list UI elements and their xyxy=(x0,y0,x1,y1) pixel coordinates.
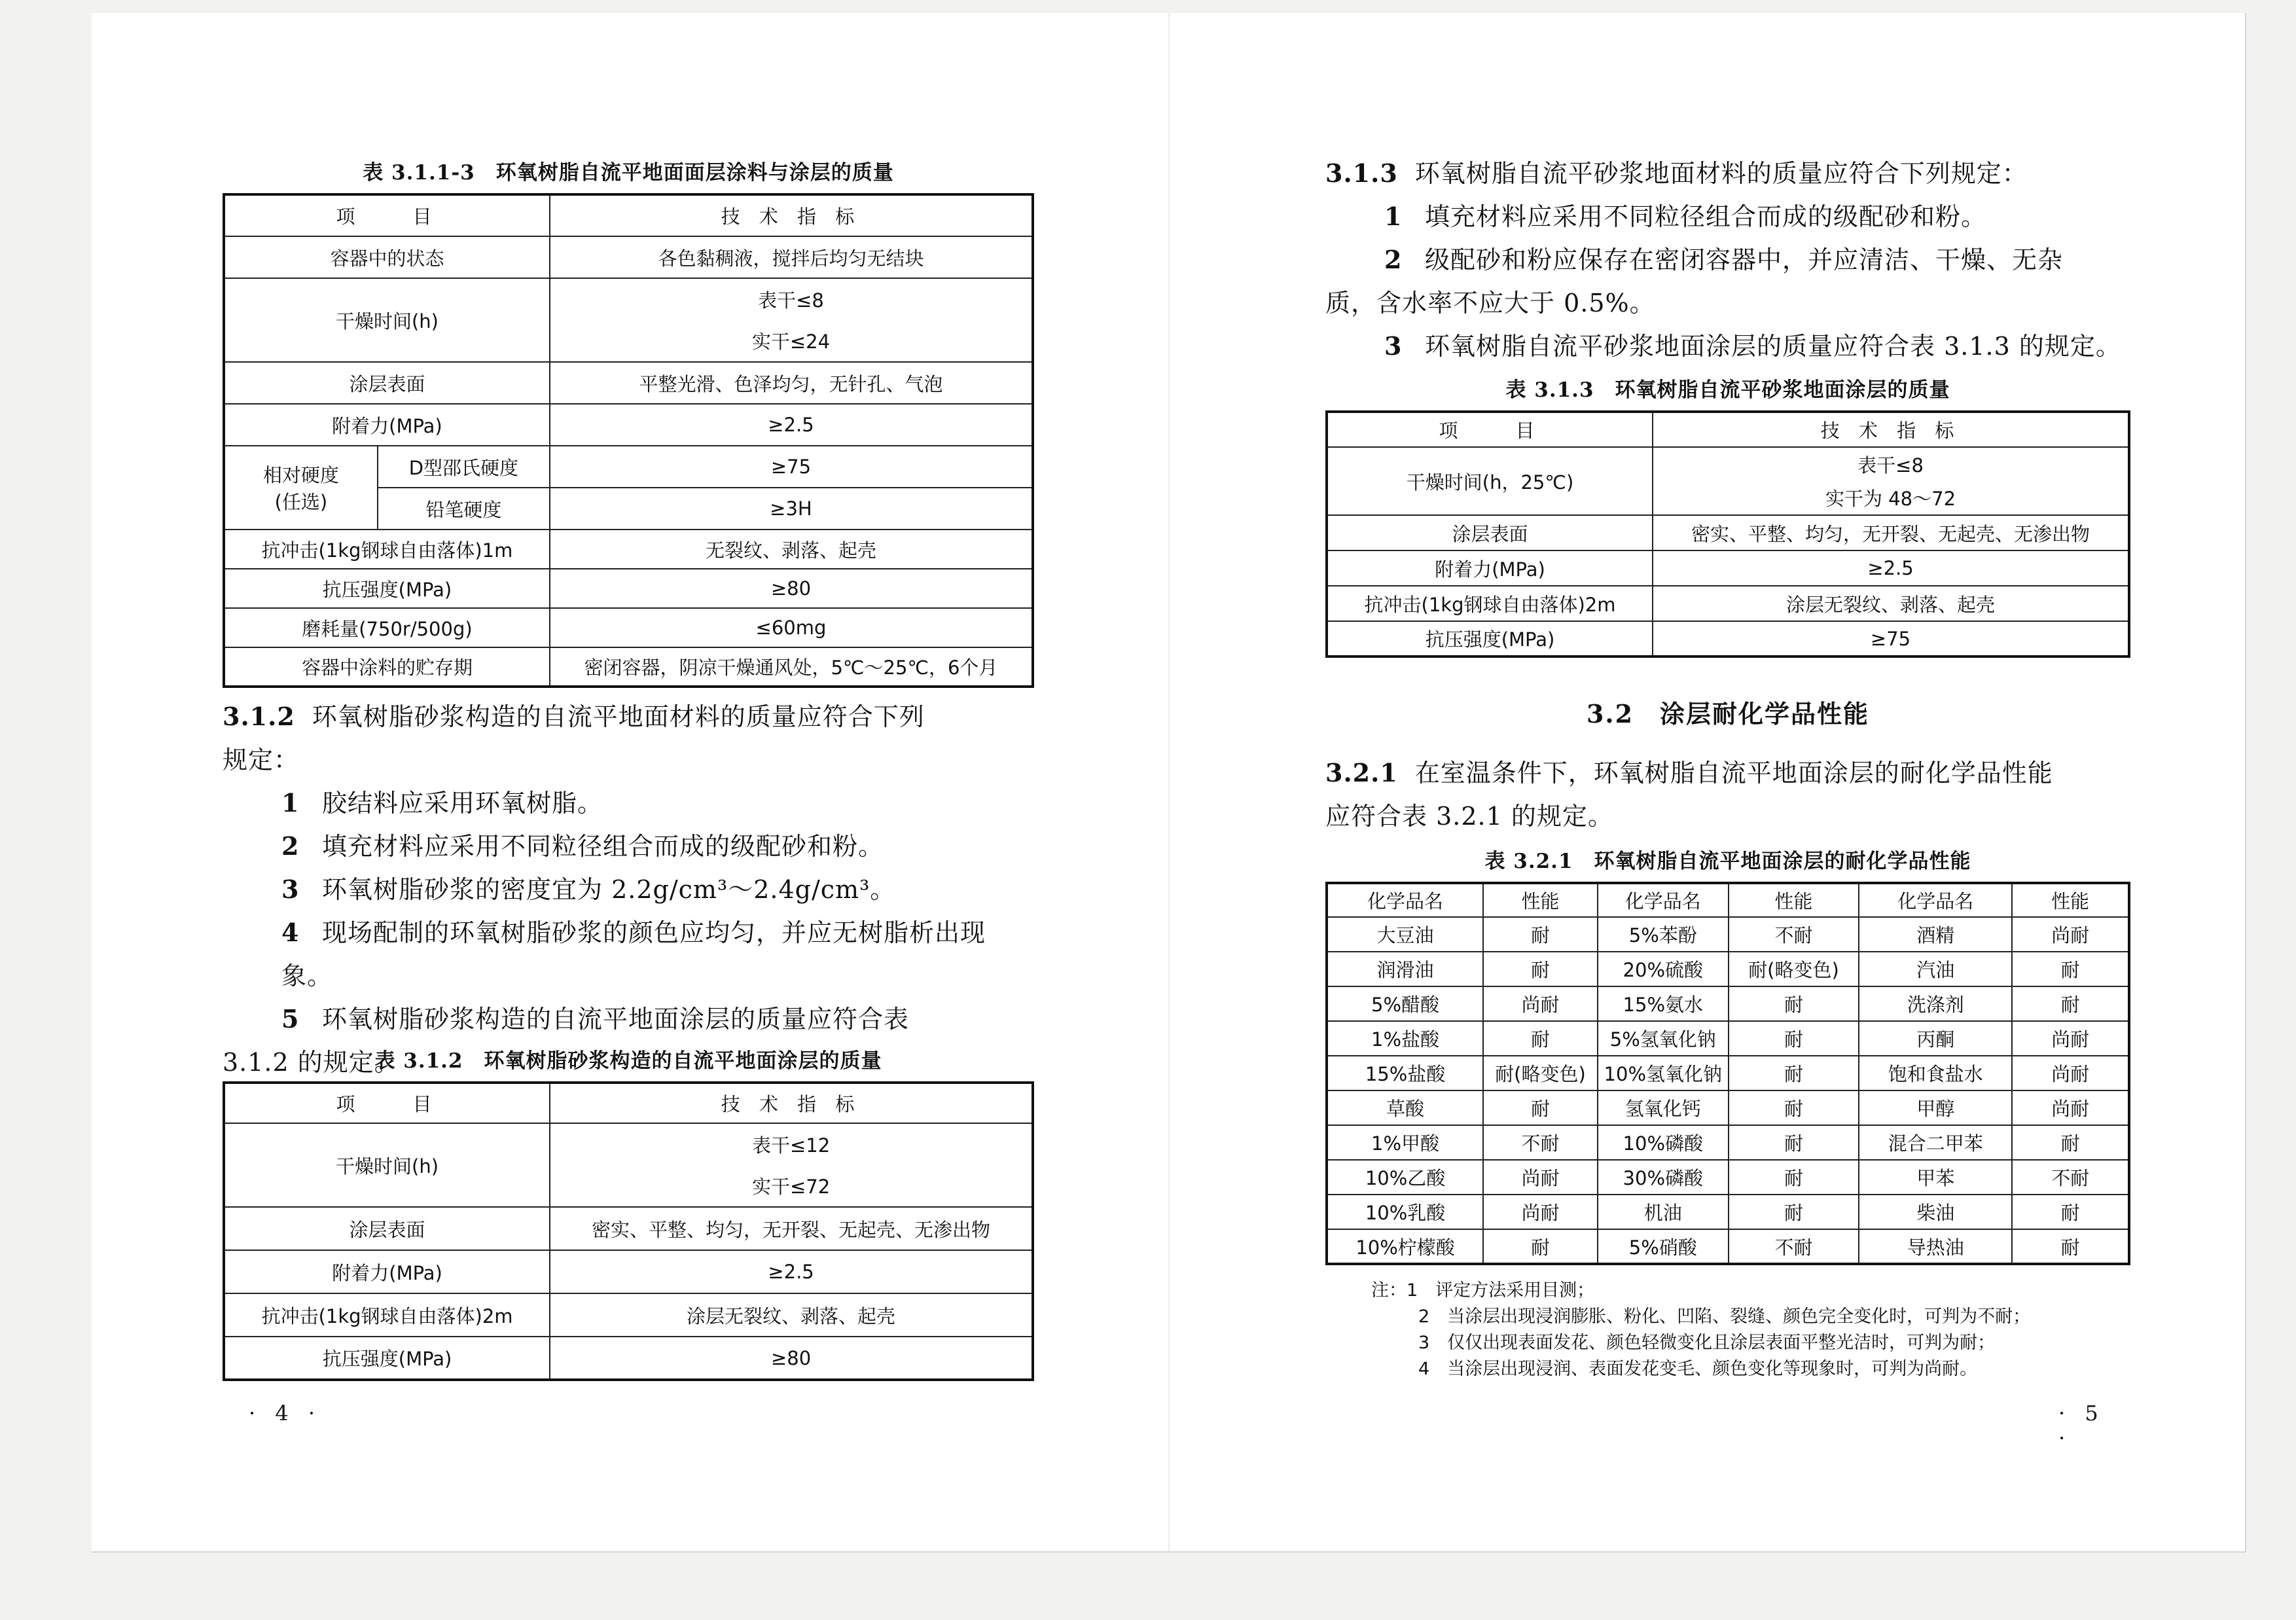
table-cell: 实干≤72 xyxy=(550,1165,1033,1207)
table-cell: ≥75 xyxy=(550,446,1033,488)
chemical-name-cell: 饱和食盐水 xyxy=(1859,1056,2012,1090)
table-cell: ≥80 xyxy=(550,569,1033,608)
table-cell: 抗冲击(1kg钢球自由落体)1m xyxy=(224,530,550,569)
performance-cell: 尚耐 xyxy=(2012,1021,2129,1056)
table-3-2-1 xyxy=(1325,844,2130,1265)
chemical-name-cell: 氢氧化钙 xyxy=(1598,1090,1729,1125)
performance-cell: 耐 xyxy=(1729,1125,1859,1160)
chemical-name-cell: 柴油 xyxy=(1859,1195,2012,1229)
table-cell: ≥2.5 xyxy=(550,1250,1033,1293)
header-performance: 性能 xyxy=(1729,883,1859,917)
performance-cell: 耐(略变色) xyxy=(1729,952,1859,986)
performance-cell: 耐 xyxy=(1483,952,1598,986)
table-cell: 涂层表面 xyxy=(224,362,550,404)
item-text-cont: 3.1.2 的规定。 xyxy=(223,1048,400,1077)
table-row xyxy=(1327,1090,2129,1125)
performance-cell: 耐 xyxy=(1483,917,1598,952)
table-cell: 平整光滑、色泽均匀，无针孔、气泡 xyxy=(550,362,1033,404)
chemical-resistance-table xyxy=(1325,882,2130,1265)
header-item: 项 目 xyxy=(224,1083,550,1123)
table-row xyxy=(1327,1125,2129,1160)
item-number: 3 xyxy=(1384,331,1403,361)
table-3-1-2 xyxy=(223,1044,1034,1381)
table-notes xyxy=(1371,1278,2130,1382)
performance-cell: 耐 xyxy=(2012,1125,2129,1160)
table-cell: 表干≤8 xyxy=(550,278,1033,320)
chemical-name-cell: 5%硝酸 xyxy=(1598,1229,1729,1264)
table-cell: 干燥时间(h，25℃) xyxy=(1327,447,1653,515)
table-cell: 密闭容器，阴凉干燥通风处，5℃～25℃，6个月 xyxy=(550,647,1033,687)
table-caption: 表 3.2.1 环氧树脂自流平地面涂层的耐化学品性能 xyxy=(1484,850,1971,873)
page-number: · 4 · xyxy=(249,1401,322,1426)
item-text-cont: 质，含水率不应大于 0.5%。 xyxy=(1325,289,1655,317)
section-3-1-3 xyxy=(1325,152,2130,368)
header-item: 项 目 xyxy=(1327,412,1653,447)
chemical-name-cell: 机油 xyxy=(1598,1195,1729,1229)
chemical-name-cell: 洗涤剂 xyxy=(1859,986,2012,1021)
book-gutter xyxy=(1168,13,1170,1551)
performance-cell: 尚耐 xyxy=(2012,917,2129,952)
table-cell: 涂层表面 xyxy=(224,1207,550,1250)
performance-cell: 耐 xyxy=(2012,952,2129,986)
table-cell: 干燥时间(h) xyxy=(224,278,550,362)
performance-cell: 不耐 xyxy=(2012,1160,2129,1195)
table-cell: 实干≤24 xyxy=(550,320,1033,362)
table-cell: 密实、平整、均匀，无开裂、无起壳、无渗出物 xyxy=(1653,515,2129,550)
clause-text-cont: 规定： xyxy=(223,746,300,774)
quality-table xyxy=(1325,410,2130,658)
section-3-1-2 xyxy=(223,695,1034,1084)
chemical-name-cell: 10%柠檬酸 xyxy=(1327,1229,1483,1264)
table-row xyxy=(1327,917,2129,952)
item-text: 胶结料应采用环氧树脂。 xyxy=(322,789,603,818)
table-row xyxy=(1327,1056,2129,1090)
table-cell: 涂层表面 xyxy=(1327,515,1653,550)
table-cell-hardness xyxy=(224,446,378,530)
note-line: 注：1 评定方法采用目测； xyxy=(1371,1280,1595,1301)
header-chemical: 化学品名 xyxy=(1598,883,1729,917)
chemical-name-cell: 润滑油 xyxy=(1327,952,1483,986)
table-cell: 密实、平整、均匀，无开裂、无起壳、无渗出物 xyxy=(550,1207,1033,1250)
chemical-name-cell: 大豆油 xyxy=(1327,917,1483,952)
quality-table xyxy=(223,193,1034,688)
chemical-name-cell: 10%磷酸 xyxy=(1598,1125,1729,1160)
table-caption: 表 3.1.2 环氧树脂砂浆构造的自流平地面涂层的质量 xyxy=(374,1049,882,1073)
chemical-name-cell: 酒精 xyxy=(1859,917,2012,952)
table-cell: 附着力(MPa) xyxy=(224,404,550,446)
chemical-name-cell: 导热油 xyxy=(1859,1229,2012,1264)
performance-cell: 耐 xyxy=(1729,1195,1859,1229)
item-text: 级配砂和粉应保存在密闭容器中，并应清洁、干燥、无杂 xyxy=(1425,245,2064,274)
table-row xyxy=(1327,1021,2129,1056)
item-number: 3 xyxy=(281,874,300,904)
clause-text: 环氧树脂砂浆构造的自流平地面材料的质量应符合下列 xyxy=(312,702,925,731)
item-text: 环氧树脂砂浆构造的自流平地面涂层的质量应符合表 xyxy=(322,1005,910,1034)
header-spec: 技 术 指 标 xyxy=(550,194,1033,236)
table-cell: ≥2.5 xyxy=(550,404,1033,446)
chemical-name-cell: 15%盐酸 xyxy=(1327,1056,1483,1090)
chemical-name-cell: 草酸 xyxy=(1327,1090,1483,1125)
table-cell: 涂层无裂纹、剥落、起壳 xyxy=(1653,586,2129,621)
table-cell-text: (任选) xyxy=(274,491,328,513)
table-cell: 无裂纹、剥落、起壳 xyxy=(550,530,1033,569)
chemical-name-cell: 10%氢氧化钠 xyxy=(1598,1056,1729,1090)
chemical-name-cell: 甲醇 xyxy=(1859,1090,2012,1125)
table-row xyxy=(1327,986,2129,1021)
table-cell: 铅笔硬度 xyxy=(378,488,550,530)
chemical-name-cell: 20%硫酸 xyxy=(1598,952,1729,986)
item-text: 填充材料应采用不同粒径组合而成的级配砂和粉。 xyxy=(1425,202,1987,231)
chemical-name-cell: 混合二甲苯 xyxy=(1859,1125,2012,1160)
performance-cell: 耐 xyxy=(1483,1021,1598,1056)
performance-cell: 耐 xyxy=(1729,986,1859,1021)
chemical-name-cell: 5%氢氧化钠 xyxy=(1598,1021,1729,1056)
item-number: 5 xyxy=(281,1004,300,1034)
note-line: 4 当涂层出现浸润、表面发花变毛、颜色变化等现象时，可判为尚耐。 xyxy=(1418,1359,1978,1379)
chemical-name-cell: 10%乳酸 xyxy=(1327,1195,1483,1229)
table-cell: 涂层无裂纹、剥落、起壳 xyxy=(550,1293,1033,1337)
clause-number: 3.1.3 xyxy=(1325,158,1398,188)
table-row xyxy=(1327,952,2129,986)
chemical-name-cell: 30%磷酸 xyxy=(1598,1160,1729,1195)
item-number: 1 xyxy=(281,788,300,818)
section-title: 3.2 涂层耐化学品性能 xyxy=(1586,699,1870,729)
performance-cell: 尚耐 xyxy=(1483,986,1598,1021)
table-3-1-1-3 xyxy=(223,156,1034,688)
page-number: · 5 · xyxy=(2058,1401,2105,1450)
header-performance: 性能 xyxy=(1483,883,1598,917)
clause-number: 3.1.2 xyxy=(223,702,295,731)
table-cell: ≥75 xyxy=(1653,621,2129,657)
item-text: 环氧树脂砂浆的密度宜为 2.2g/cm³～2.4g/cm³。 xyxy=(322,875,896,904)
table-cell: 抗冲击(1kg钢球自由落体)2m xyxy=(224,1293,550,1337)
table-cell: 磨耗量(750r/500g) xyxy=(224,608,550,647)
performance-cell: 不耐 xyxy=(1729,1229,1859,1264)
table-3-1-3 xyxy=(1325,373,2130,658)
chemical-name-cell: 汽油 xyxy=(1859,952,2012,986)
table-cell: 表干≤12 xyxy=(550,1123,1033,1165)
performance-cell: 尚耐 xyxy=(2012,1090,2129,1125)
header-chemical: 化学品名 xyxy=(1327,883,1483,917)
header-spec: 技 术 指 标 xyxy=(1653,412,2129,447)
item-text: 现场配制的环氧树脂砂浆的颜色应均匀，并应无树脂析出现象。 xyxy=(281,918,986,990)
clause-text: 在室温条件下，环氧树脂自流平地面涂层的耐化学品性能 xyxy=(1414,759,2053,787)
table-cell: 容器中涂料的贮存期 xyxy=(224,647,550,687)
section-3-2-1 xyxy=(1325,751,2130,838)
table-cell: 干燥时间(h) xyxy=(224,1123,550,1207)
table-cell: 抗压强度(MPa) xyxy=(224,569,550,608)
chemical-name-cell: 5%苯酚 xyxy=(1598,917,1729,952)
performance-cell: 耐 xyxy=(1729,1090,1859,1125)
table-cell: 容器中的状态 xyxy=(224,236,550,278)
item-number: 2 xyxy=(1384,245,1403,274)
table-cell: 附着力(MPa) xyxy=(1327,550,1653,586)
performance-cell: 耐 xyxy=(1729,1021,1859,1056)
performance-cell: 不耐 xyxy=(1729,917,1859,952)
item-number: 4 xyxy=(281,918,300,947)
header-chemical: 化学品名 xyxy=(1859,883,2012,917)
table-header-row xyxy=(1327,883,2129,917)
table-cell: 实干为 48～72 xyxy=(1653,481,2129,515)
chemical-name-cell: 15%氨水 xyxy=(1598,986,1729,1021)
chemical-name-cell: 1%盐酸 xyxy=(1327,1021,1483,1056)
performance-cell: 耐 xyxy=(2012,986,2129,1021)
table-row xyxy=(1327,1229,2129,1264)
table-cell: 各色黏稠液，搅拌后均匀无结块 xyxy=(550,236,1033,278)
performance-cell: 耐(略变色) xyxy=(1483,1056,1598,1090)
table-cell-text: 相对硬度 xyxy=(262,464,339,486)
table-cell: 抗压强度(MPa) xyxy=(1327,621,1653,657)
performance-cell: 耐 xyxy=(2012,1229,2129,1264)
table-cell: ≥3H xyxy=(550,488,1033,530)
performance-cell: 尚耐 xyxy=(1483,1195,1598,1229)
table-cell: ≥80 xyxy=(550,1337,1033,1380)
note-line: 3 仅仅出现表面发花、颜色轻微变化且涂层表面平整光洁时，可判为耐； xyxy=(1418,1333,1996,1353)
table-cell: 表干≤8 xyxy=(1653,447,2129,481)
table-cell: 抗压强度(MPa) xyxy=(224,1337,550,1380)
chemical-name-cell: 5%醋酸 xyxy=(1327,986,1483,1021)
performance-cell: 耐 xyxy=(1729,1160,1859,1195)
performance-cell: 尚耐 xyxy=(2012,1056,2129,1090)
table-cell: D型邵氏硬度 xyxy=(378,446,550,488)
performance-cell: 耐 xyxy=(1483,1229,1598,1264)
item-text: 填充材料应采用不同粒径组合而成的级配砂和粉。 xyxy=(322,832,884,861)
table-cell: ≥2.5 xyxy=(1653,550,2129,586)
performance-cell: 耐 xyxy=(1483,1090,1598,1125)
table-caption: 表 3.1.3 环氧树脂自流平砂浆地面涂层的质量 xyxy=(1505,378,1950,402)
chemical-name-cell: 丙酮 xyxy=(1859,1021,2012,1056)
note-line: 2 当涂层出现浸润膨胀、粉化、凹陷、裂缝、颜色完全变化时，可判为不耐； xyxy=(1418,1306,2031,1327)
chemical-name-cell: 甲苯 xyxy=(1859,1160,2012,1195)
chemical-name-cell: 10%乙酸 xyxy=(1327,1160,1483,1195)
table-cell: 附着力(MPa) xyxy=(224,1250,550,1293)
quality-table xyxy=(223,1081,1034,1381)
header-item: 项 目 xyxy=(224,194,550,236)
header-spec: 技 术 指 标 xyxy=(550,1083,1033,1123)
clause-text: 环氧树脂自流平砂浆地面材料的质量应符合下列规定： xyxy=(1414,159,2028,188)
table-row xyxy=(1327,1195,2129,1229)
performance-cell: 耐 xyxy=(2012,1195,2129,1229)
clause-text-cont: 应符合表 3.2.1 的规定。 xyxy=(1325,802,1613,831)
table-cell: ≤60mg xyxy=(550,608,1033,647)
chemical-name-cell: 1%甲酸 xyxy=(1327,1125,1483,1160)
table-caption: 表 3.1.1-3 环氧树脂自流平地面面层涂料与涂层的质量 xyxy=(363,161,894,185)
table-cell: 抗冲击(1kg钢球自由落体)2m xyxy=(1327,586,1653,621)
item-number: 1 xyxy=(1384,202,1403,231)
header-performance: 性能 xyxy=(2012,883,2129,917)
performance-cell: 尚耐 xyxy=(1483,1160,1598,1195)
table-row xyxy=(1327,1160,2129,1195)
item-number: 2 xyxy=(281,831,300,861)
clause-number: 3.2.1 xyxy=(1325,758,1398,787)
performance-cell: 不耐 xyxy=(1483,1125,1598,1160)
item-text: 环氧树脂自流平砂浆地面涂层的质量应符合表 3.1.3 的规定。 xyxy=(1425,332,2121,361)
performance-cell: 耐 xyxy=(1729,1056,1859,1090)
